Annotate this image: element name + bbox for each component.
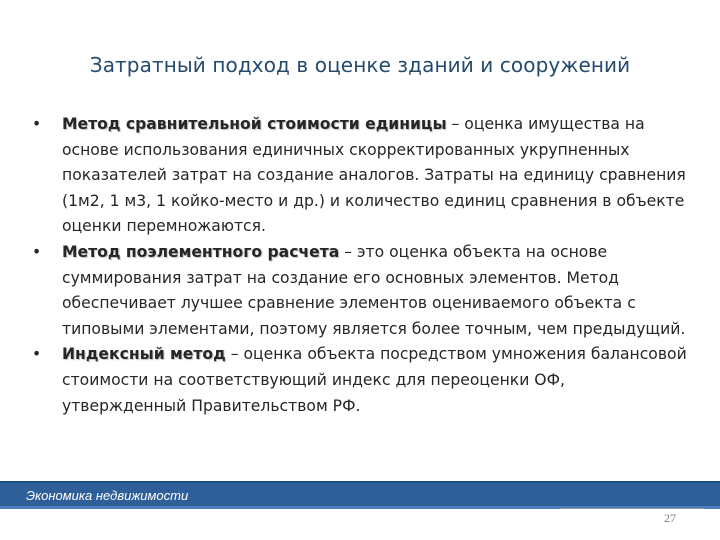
- bullet-item: [28, 342, 688, 419]
- bullet-text: – это оценка объекта на основе суммирования затрат на создание его основных элементов. Метод обеспечивает лучшее сравнение элементов оцениваемого объекта с типовыми элементами, поэтому является более точным, чем предыдущий.: [62, 242, 686, 338]
- footer-bar: [0, 481, 720, 509]
- footer-text: Экономика недвижимости: [26, 488, 189, 503]
- slide-title: Затратный подход в оценке зданий и сооружений: [89, 53, 631, 77]
- bullet-term: Индексный метод: [62, 345, 226, 364]
- bullet-text: – оценка объекта посредством умножения балансовой стоимости на соответствующий индекс для переоценки ОФ, утвержденный Правительством РФ.: [62, 345, 687, 415]
- bullet-list: [28, 112, 688, 419]
- bullet-term: Метод поэлементного расчета: [62, 242, 340, 261]
- bullet-item: [28, 240, 688, 342]
- bullet-text: – оценка имущества на основе использования единичных скорректированных укрупненных показателей затрат на создание аналогов. Затраты на единицу сравнения (1м2, 1 м3, 1 койко-место и др.) и количество единиц сравнения в объекте оценки перемножаются.: [62, 115, 686, 236]
- bullet-dot-icon: •: [32, 242, 42, 261]
- bullet-term: Метод сравнительной стоимости единицы: [62, 115, 447, 133]
- bullet-dot-icon: •: [32, 345, 42, 364]
- bullet-item: [28, 112, 688, 240]
- page-number: 27: [664, 511, 676, 525]
- bullet-dot-icon: •: [32, 115, 42, 133]
- page-number-divider: [560, 508, 704, 509]
